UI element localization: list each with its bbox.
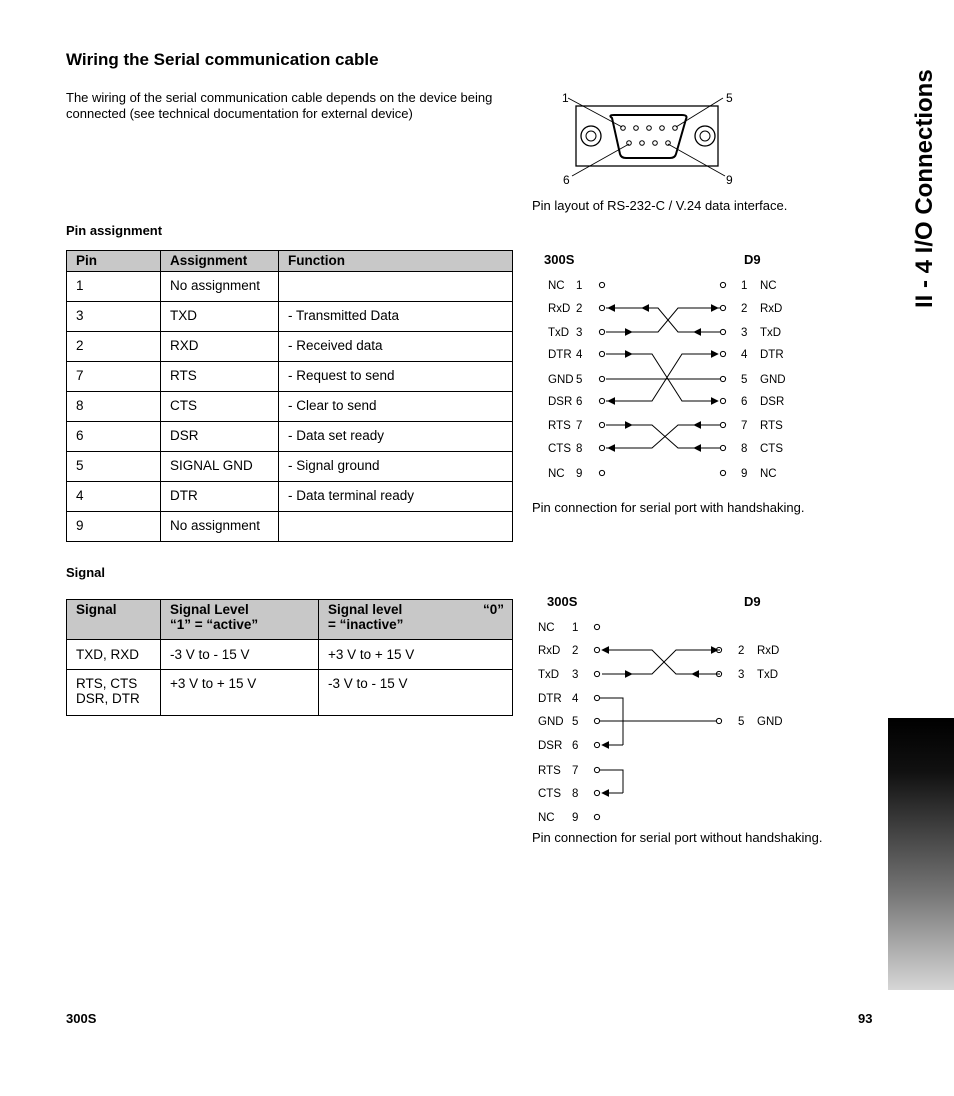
diagram1-left-terminal xyxy=(599,470,604,475)
diagram1-right-pin-name: DTR xyxy=(760,349,784,361)
diagram1-caption: Pin connection for serial port with handshaking. xyxy=(532,500,805,515)
connector-label-5: 5 xyxy=(726,91,733,105)
cell-function xyxy=(279,512,513,542)
diagram2-right-pin-name: GND xyxy=(757,716,783,728)
diagram2-left-pin-name: NC xyxy=(538,812,555,824)
diagram2-left-pin-number: 6 xyxy=(572,740,579,752)
diagram1-left-terminal xyxy=(599,305,604,310)
table-row xyxy=(67,640,513,670)
diagram1-left-terminal xyxy=(599,329,604,334)
diagram2-right-pin-number: 5 xyxy=(738,716,745,728)
table-row xyxy=(67,422,513,452)
signal-table xyxy=(66,599,513,716)
header-function: Function xyxy=(279,251,513,272)
handshake-wiring-diagram xyxy=(532,248,832,488)
diagram1-right-pins xyxy=(720,280,785,480)
side-chapter-title xyxy=(890,40,940,420)
cell-function: - Data set ready xyxy=(279,422,513,452)
header-level0-line2: = “inactive” xyxy=(328,617,404,632)
diagram1-right-pin-name: RTS xyxy=(760,420,783,432)
header-level1-line1: Signal Level xyxy=(170,602,249,617)
connector-caption: Pin layout of RS-232-C / V.24 data interface. xyxy=(532,198,788,213)
cell-pin: 6 xyxy=(67,422,161,452)
diagram1-left-pin-name: CTS xyxy=(548,443,571,455)
diagram2-left-pin-name: RTS xyxy=(538,765,561,777)
header-assignment: Assignment xyxy=(161,251,279,272)
diagram1-left-pin-number: 4 xyxy=(576,349,583,361)
table-row xyxy=(67,272,513,302)
cell-pin: 5 xyxy=(67,452,161,482)
table-header-row xyxy=(67,251,513,272)
header-level0-line1: Signal level xyxy=(328,602,403,617)
db9-connector-figure xyxy=(560,88,740,188)
cell-pin: 4 xyxy=(67,482,161,512)
diagram2-left-pin-name: TxD xyxy=(538,669,560,681)
table-row xyxy=(67,302,513,332)
header-signal-text: Signal xyxy=(76,602,117,617)
diagram2-left-pin-number: 2 xyxy=(572,645,579,657)
diagram1-right-pin-number: 4 xyxy=(741,349,748,361)
diagram1-left-pin-name: GND xyxy=(548,374,574,386)
diagram1-left-terminal xyxy=(599,282,604,287)
cell-assignment: CTS xyxy=(161,392,279,422)
diagram1-left-pin-name: NC xyxy=(548,280,565,292)
signal-heading: Signal xyxy=(66,565,106,580)
diagram1-right-pin-name: NC xyxy=(760,280,777,292)
diagram1-right-terminal xyxy=(720,305,725,310)
cell-assignment: No assignment xyxy=(161,272,279,302)
header-level0-zero: “0” xyxy=(482,602,504,617)
diagram1-left-pin-name: DTR xyxy=(548,349,572,361)
cell-signal-line1: RTS, CTS xyxy=(76,676,138,691)
cell-pin: 2 xyxy=(67,332,161,362)
diagram2-right-pin-name: RxD xyxy=(757,645,780,657)
cell-pin: 3 xyxy=(67,302,161,332)
cell-assignment: RXD xyxy=(161,332,279,362)
cell-signal-line1: TXD, RXD xyxy=(76,647,140,662)
diagram1-left-pin-number: 1 xyxy=(576,280,583,292)
diagram1-left-pin-name: RTS xyxy=(548,420,571,432)
diagram1-left-pin-name: RxD xyxy=(548,303,571,315)
diagram1-right-pin-number: 7 xyxy=(741,420,748,432)
intro-paragraph: The wiring of the serial communication cable depends on the device being connected (see technical documentation for external device) xyxy=(66,90,493,121)
cell-level-0: +3 V to + 15 V xyxy=(319,640,513,670)
diagram1-right-pin-name: DSR xyxy=(760,396,785,408)
cell-assignment: TXD xyxy=(161,302,279,332)
diagram2-right-pin-number: 2 xyxy=(738,645,745,657)
diagram1-right-pin-number: 2 xyxy=(741,303,748,315)
diagram1-left-pin-number: 2 xyxy=(576,303,583,315)
diagram2-left-pin-number: 1 xyxy=(572,622,579,634)
diagram2-left-terminal xyxy=(594,790,599,795)
diagram1-right-pin-name: GND xyxy=(760,374,786,386)
diagram1-left-pin-number: 5 xyxy=(576,374,583,386)
diagram1-right-terminal xyxy=(720,329,725,334)
header-level1-line2: “1” = “active” xyxy=(170,617,259,632)
cell-level-0: -3 V to - 15 V xyxy=(319,670,513,716)
diagram2-left-terminal xyxy=(594,671,599,676)
diagram2-left-pin-number: 5 xyxy=(572,716,579,728)
diagram2-wires xyxy=(600,650,720,793)
side-chapter-title-text: II - 4 I/O Connections xyxy=(911,69,938,308)
diagram1-right-pin-number: 5 xyxy=(741,374,748,386)
cell-assignment: RTS xyxy=(161,362,279,392)
cell-function xyxy=(279,272,513,302)
header-signal-level-0 xyxy=(319,600,513,640)
diagram2-caption: Pin connection for serial port without handshaking. xyxy=(532,830,823,845)
header-signal xyxy=(67,600,161,640)
connector-label-1: 1 xyxy=(562,91,569,105)
diagram1-left-terminal xyxy=(599,422,604,427)
diagram1-right-pin-name: CTS xyxy=(760,443,783,455)
diagram2-left-pin-number: 4 xyxy=(572,693,579,705)
diagram1-right-pin-name: NC xyxy=(760,468,777,480)
diagram1-left-pin-name: DSR xyxy=(548,396,573,408)
diagram1-right-pin-number: 6 xyxy=(741,396,748,408)
diagram1-right-title: D9 xyxy=(744,252,761,267)
diagram2-right-title: D9 xyxy=(744,594,761,609)
diagram1-right-pin-number: 8 xyxy=(741,443,748,455)
cell-assignment: DSR xyxy=(161,422,279,452)
cell-pin: 9 xyxy=(67,512,161,542)
diagram2-left-pin-name: NC xyxy=(538,622,555,634)
diagram2-right-pin-number: 3 xyxy=(738,669,745,681)
cell-pin: 1 xyxy=(67,272,161,302)
diagram2-left-pin-name: GND xyxy=(538,716,564,728)
diagram1-right-terminal xyxy=(720,422,725,427)
cell-assignment: DTR xyxy=(161,482,279,512)
diagram1-right-pin-name: RxD xyxy=(760,303,783,315)
diagram1-right-terminal xyxy=(720,398,725,403)
cell-pin: 7 xyxy=(67,362,161,392)
diagram2-right-pins xyxy=(716,645,782,728)
diagram1-left-pin-name: TxD xyxy=(548,327,570,339)
diagram1-left-pins xyxy=(548,280,605,480)
diagram1-left-terminal xyxy=(599,351,604,356)
diagram1-left-pin-number: 6 xyxy=(576,396,583,408)
diagram1-left-terminal xyxy=(599,376,604,381)
diagram1-right-terminal xyxy=(720,470,725,475)
footer-product: 300S xyxy=(66,1011,97,1026)
table-row xyxy=(67,392,513,422)
diagram1-right-terminal xyxy=(720,351,725,356)
section-title: Wiring the Serial communication cable xyxy=(66,50,379,69)
diagram1-left-pin-number: 7 xyxy=(576,420,583,432)
header-signal-level-1 xyxy=(161,600,319,640)
cell-function: - Transmitted Data xyxy=(279,302,513,332)
cell-signal-line2: DSR, DTR xyxy=(76,691,140,706)
diagram2-left-pin-name: DSR xyxy=(538,740,563,752)
diagram2-left-title: 300S xyxy=(547,594,578,609)
diagram2-left-pin-number: 9 xyxy=(572,812,579,824)
header-pin: Pin xyxy=(67,251,161,272)
diagram2-left-terminal xyxy=(594,718,599,723)
diagram1-wires xyxy=(606,308,720,448)
cell-function: - Request to send xyxy=(279,362,513,392)
diagram2-left-pin-name: CTS xyxy=(538,788,561,800)
db9-connector-icon xyxy=(560,88,740,188)
diagram2-left-terminal xyxy=(594,767,599,772)
cell-level-1: +3 V to + 15 V xyxy=(161,670,319,716)
cell-function: - Data terminal ready xyxy=(279,482,513,512)
connector-label-9: 9 xyxy=(726,173,733,187)
diagram2-left-terminal xyxy=(594,742,599,747)
diagram1-right-terminal xyxy=(720,376,725,381)
diagram1-left-pin-name: NC xyxy=(548,468,565,480)
diagram2-left-pin-name: RxD xyxy=(538,645,561,657)
diagram1-left-terminal xyxy=(599,445,604,450)
diagram2-left-pin-name: DTR xyxy=(538,693,562,705)
diagram1-left-pin-number: 9 xyxy=(576,468,583,480)
no-handshake-wiring-diagram xyxy=(532,590,832,826)
connector-label-6: 6 xyxy=(563,173,570,187)
diagram2-left-terminal xyxy=(594,647,599,652)
diagram1-left-title: 300S xyxy=(544,252,575,267)
diagram1-left-terminal xyxy=(599,398,604,403)
chapter-tab-gradient xyxy=(888,718,954,990)
table-row xyxy=(67,482,513,512)
pin-assignment-heading: Pin assignment xyxy=(66,223,163,238)
diagram2-left-pins xyxy=(538,622,600,824)
diagram1-right-pin-number: 9 xyxy=(741,468,748,480)
diagram1-right-terminal xyxy=(720,282,725,287)
diagram1-right-pin-name: TxD xyxy=(760,327,782,339)
diagram1-right-terminal xyxy=(720,445,725,450)
table-row xyxy=(67,512,513,542)
cell-signal xyxy=(67,640,161,670)
diagram2-left-terminal xyxy=(594,814,599,819)
table-row xyxy=(67,452,513,482)
table-row xyxy=(67,362,513,392)
diagram2-left-pin-number: 7 xyxy=(572,765,579,777)
diagram2-left-terminal xyxy=(594,624,599,629)
cell-level-1: -3 V to - 15 V xyxy=(161,640,319,670)
diagram2-left-pin-number: 8 xyxy=(572,788,579,800)
cell-function: - Signal ground xyxy=(279,452,513,482)
diagram2-right-pin-name: TxD xyxy=(757,669,779,681)
diagram1-left-pin-number: 8 xyxy=(576,443,583,455)
cell-function: - Received data xyxy=(279,332,513,362)
diagram2-left-terminal xyxy=(594,695,599,700)
diagram2-right-terminal xyxy=(716,718,721,723)
table-header-row xyxy=(67,600,513,640)
table-row xyxy=(67,332,513,362)
cell-pin: 8 xyxy=(67,392,161,422)
diagram2-left-pin-number: 3 xyxy=(572,669,579,681)
diagram1-left-pin-number: 3 xyxy=(576,327,583,339)
diagram1-right-pin-number: 3 xyxy=(741,327,748,339)
cell-assignment: No assignment xyxy=(161,512,279,542)
cell-assignment: SIGNAL GND xyxy=(161,452,279,482)
diagram1-right-pin-number: 1 xyxy=(741,280,748,292)
cell-function: - Clear to send xyxy=(279,392,513,422)
cell-signal xyxy=(67,670,161,716)
table-row xyxy=(67,670,513,716)
pin-assignment-table xyxy=(66,250,513,542)
footer-page-number: 93 xyxy=(858,1011,873,1026)
